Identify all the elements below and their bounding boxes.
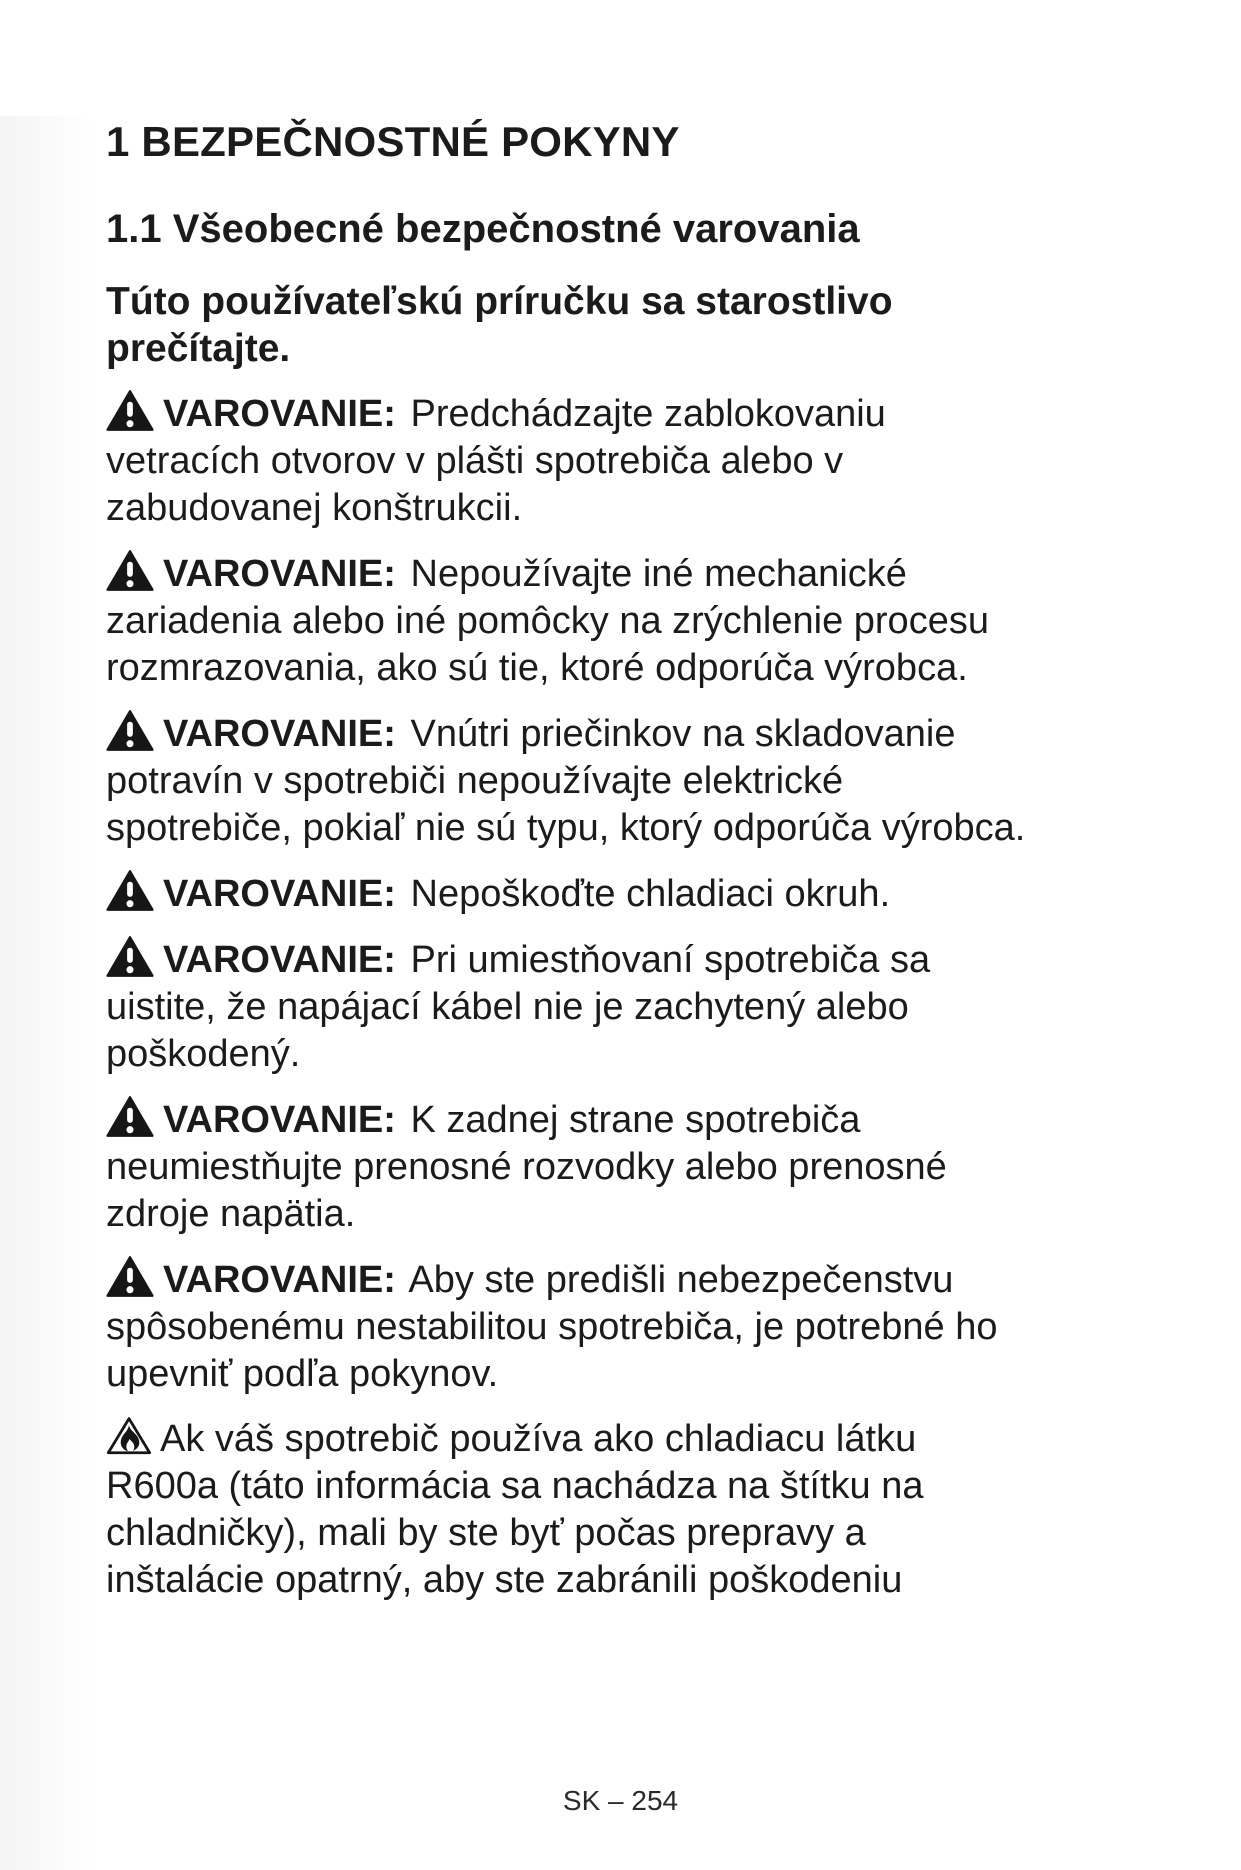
warning-text: Nepoškoďte chladiaci okruh.	[410, 873, 891, 915]
page-content	[0, 116, 1241, 1604]
warning-text: spôsobenému nestabilitou spotrebiča, je potrebné ho	[106, 1306, 998, 1348]
warning-triangle-icon	[106, 1095, 154, 1138]
manual-page	[0, 116, 1241, 1870]
warning-triangle-icon	[106, 869, 154, 912]
warning-label: VAROVANIE:	[163, 1259, 396, 1301]
warning-label: VAROVANIE:	[163, 713, 396, 755]
warning-paragraph	[106, 1255, 1191, 1398]
intro-line: Túto používateľskú príručku sa starostlivo	[106, 280, 893, 323]
warning-text: rozmrazovania, ako sú tie, ktoré odporúča výrobca.	[106, 647, 968, 689]
warning-text: Pri umiestňovaní spotrebiča sa	[410, 939, 931, 981]
note-text: inštalácie opatrný, aby ste zabránili poškodeniu	[106, 1559, 903, 1601]
intro-line: prečítajte.	[106, 327, 291, 370]
warning-paragraph	[106, 549, 1191, 692]
warning-paragraph	[106, 709, 1191, 852]
warning-text: K zadnej strane spotrebiča	[410, 1099, 861, 1141]
warning-paragraph	[106, 869, 1191, 918]
section-title: 1.1 Všeobecné bezpečnostné varovania	[106, 207, 860, 251]
warning-text: uistite, že napájací kábel nie je zachytený alebo	[106, 986, 909, 1028]
warning-text: Vnútri priečinkov na skladovanie	[410, 713, 956, 755]
warning-paragraph	[106, 1095, 1191, 1238]
warning-label: VAROVANIE:	[163, 1099, 396, 1141]
warning-text: poškodený.	[106, 1033, 301, 1075]
warning-triangle-icon	[106, 1255, 154, 1298]
warning-text: Aby ste predišli nebezpečenstvu	[408, 1259, 954, 1301]
warning-text: zabudovanej konštrukcii.	[106, 487, 523, 529]
warning-text: zariadenia alebo iné pomôcky na zrýchlenie procesu	[106, 600, 989, 642]
warning-text: vetracích otvorov v plášti spotrebiča alebo v	[106, 440, 844, 482]
warning-text: zdroje napätia.	[106, 1193, 356, 1235]
warning-label: VAROVANIE:	[163, 553, 396, 595]
warning-text: potravín v spotrebiči nepoužívajte elektrické	[106, 760, 844, 802]
note-text: Ak váš spotrebič používa ako chladiacu látku	[160, 1418, 917, 1460]
warning-paragraph	[106, 935, 1191, 1078]
page-title: 1 BEZPEČNOSTNÉ POKYNY	[106, 118, 680, 165]
warning-label: VAROVANIE:	[163, 873, 396, 915]
warning-text: upevniť podľa pokynov.	[106, 1353, 499, 1395]
note-text: R600a (táto informácia sa nachádza na štítku na	[106, 1465, 924, 1507]
warning-label: VAROVANIE:	[163, 939, 396, 981]
warning-triangle-icon	[106, 709, 154, 752]
intro-paragraph	[106, 278, 1191, 372]
warning-text: neumiestňujte prenosné rozvodky alebo prenosné	[106, 1146, 947, 1188]
warning-text: Nepoužívajte iné mechanické	[410, 553, 907, 595]
warning-text: spotrebiče, pokiaľ nie sú typu, ktorý odporúča výrobca.	[106, 807, 1026, 849]
flammable-triangle-icon	[106, 1415, 152, 1456]
warning-label: VAROVANIE:	[163, 393, 396, 435]
warning-triangle-icon	[106, 549, 154, 592]
page-number: SK – 254	[562, 1785, 679, 1816]
note-text: chladničky), mali by ste byť počas prepravy a	[106, 1512, 866, 1554]
warning-text: Predchádzajte zablokovaniu	[410, 393, 886, 435]
warning-triangle-icon	[106, 389, 154, 432]
flammable-note-paragraph	[106, 1415, 1191, 1604]
warning-triangle-icon	[106, 935, 154, 978]
warning-paragraph	[106, 389, 1191, 532]
